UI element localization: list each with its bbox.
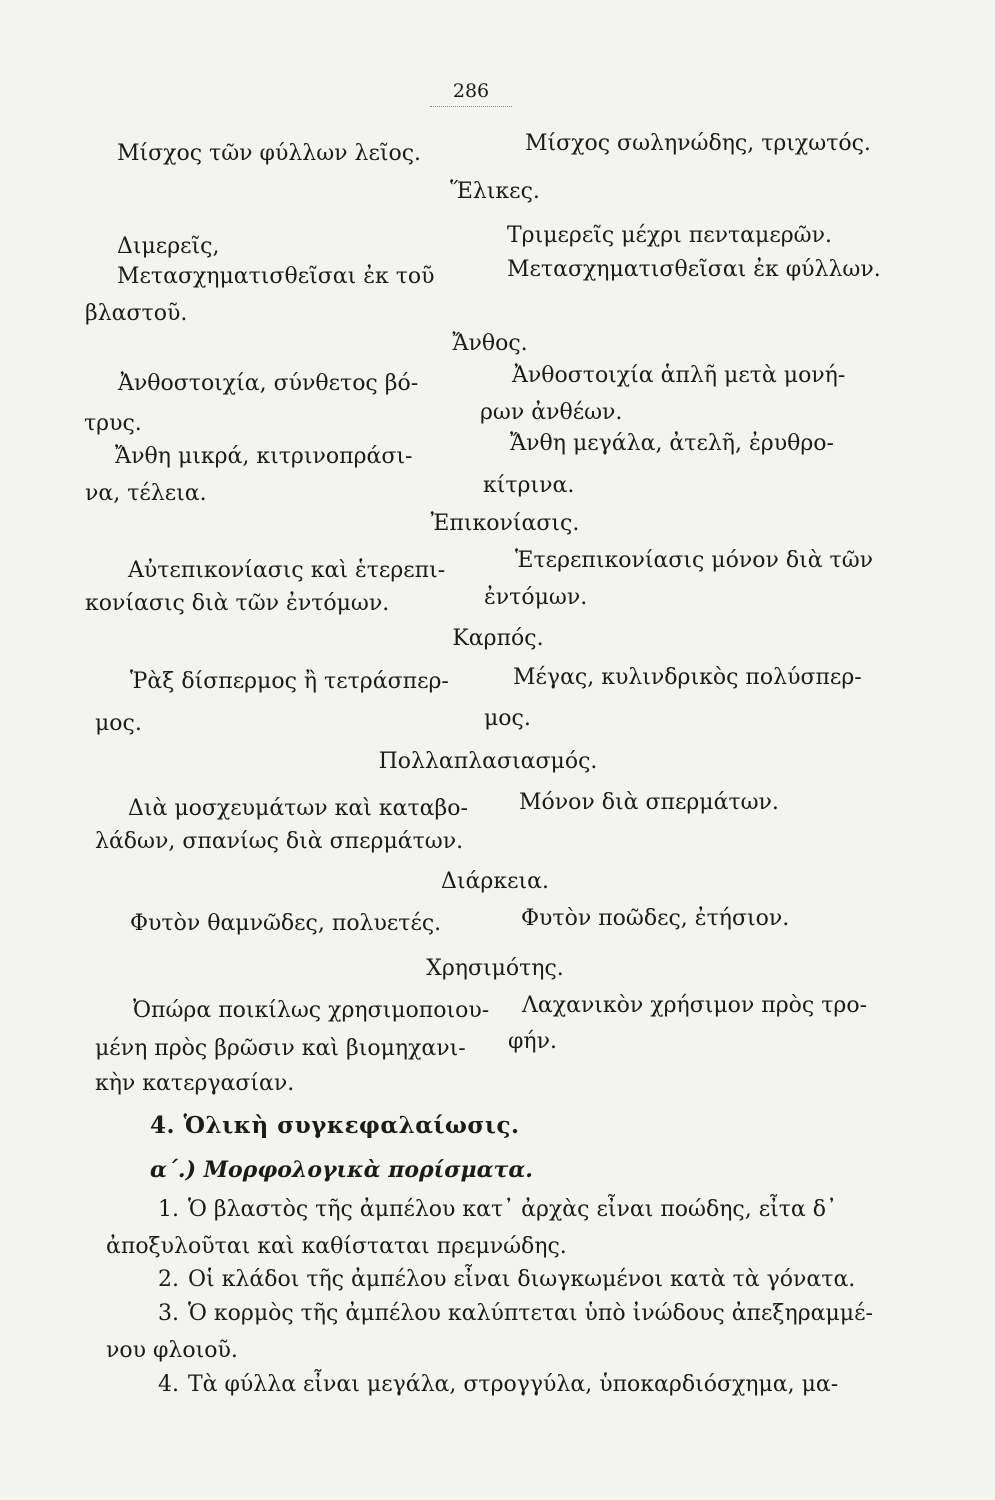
right-text: κίτρινα. [483,473,575,498]
item-text-continued: νου φλοιοῦ. [106,1338,238,1363]
right-text: Μόνον διὰ σπερμάτων. [519,790,779,815]
item-text: Ὁ κορμὸς τῆς ἀμπέλου καλύπτεται ὑπὸ ἰνώδους ἀπεξηραμμέ- [188,1301,873,1326]
item-text: Τὰ φύλλα εἶναι μεγάλα, στρογγύλα, ὑποκαρδιόσχημα, μα- [188,1372,839,1397]
right-text: ἐντόμων. [484,585,588,610]
left-text: Διὰ μοσχευμάτων καὶ καταβο- [128,796,468,821]
right-text: Μετασχηματισθεῖσαι ἐκ φύλλων. [507,257,881,282]
left-text: βλαστοῦ. [85,301,188,326]
right-text: φήν. [508,1029,557,1054]
left-text: κονίασις διὰ τῶν ἐντόμων. [85,591,390,616]
section-heading-chrisimotis: Χρησιμότης. [426,956,564,981]
item-text: Ὁ βλαστὸς τῆς ἀμπέλου κατ᾽ ἀρχὰς εἶναι ποώδης, εἶτα δ᾽ [188,1197,837,1222]
left-text: Φυτὸν θαμνῶδες, πολυετές. [130,911,442,936]
right-text: Φυτὸν ποῶδες, ἐτήσιον. [521,906,790,931]
section-heading-karpos: Καρπός. [452,626,544,651]
right-text: Τριμερεῖς μέχρι πενταμερῶν. [507,223,832,248]
left-text: μος. [95,711,142,736]
left-text: κὴν κατεργασίαν. [95,1071,295,1096]
item-number: 4. [158,1372,179,1397]
right-text: Ἀνθοστοιχία ἁπλῆ μετὰ μονή- [512,363,846,388]
left-text: Διμερεῖς, [117,234,220,259]
right-text: Ἑτερεπικονίασις μόνον διὰ τῶν [515,548,874,573]
left-text: Μετασχηματισθεῖσαι ἐκ τοῦ [117,264,435,289]
item-number: 2. [158,1267,179,1292]
section-heading-pollaplasiasmos: Πολλαπλασιασμός. [378,749,598,774]
section-heading-anthos: Ἄνθος. [452,331,528,356]
section-title: 4. Ὁλικὴ συγκεφαλαίωσις. [150,1112,520,1139]
section-subtitle: α΄.) Μορφολογικὰ πορίσματα. [150,1157,533,1183]
right-text: Λαχανικὸν χρήσιμον πρὸς τρο- [522,993,868,1018]
section-heading-helices: Ἕλικες. [450,179,540,204]
right-text: Ἄνθη μεγάλα, ἀτελῆ, ἐρυθρο- [510,431,834,456]
left-text: Αὐτεπικονίασις καὶ ἑτερεπι- [128,558,446,583]
page-number: 286 [430,80,512,107]
right-text: μος. [484,706,531,731]
left-text: Ῥὰξ δίσπερμος ἢ τετράσπερ- [130,669,449,694]
left-text: Ἄνθη μικρά, κιτρινοπράσι- [115,444,413,469]
right-text: Μέγας, κυλινδρικὸς πολύσπερ- [513,665,862,690]
left-text: Ὀπώρα ποικίλως χρησιμοποιου- [133,998,490,1023]
section-heading-diarkeia: Διάρκεια. [441,869,549,894]
right-text: Μίσχος σωληνώδης, τριχωτός. [525,131,871,156]
section-heading-epikoniasis: Ἐπικονίασις. [430,511,580,536]
item-text-continued: ἀποξυλοῦται καὶ καθίσταται πρεμνώδης. [106,1234,567,1259]
item-text: Οἱ κλάδοι τῆς ἀμπέλου εἶναι διωγκωμένοι κατὰ τὰ γόνατα. [188,1267,856,1292]
item-number: 3. [158,1301,179,1326]
left-text: Ἀνθοστοιχία, σύνθετος βό- [118,371,419,396]
left-text: τρυς. [84,411,142,436]
left-text: λάδων, σπανίως διὰ σπερμάτων. [95,829,464,854]
left-text: μένη πρὸς βρῶσιν καὶ βιομηχανι- [95,1036,466,1061]
left-text: Μίσχος τῶν φύλλων λεῖος. [117,141,422,166]
left-text: να, τέλεια. [85,481,207,506]
right-text: ρων ἀνθέων. [480,400,623,425]
item-number: 1. [158,1197,179,1222]
